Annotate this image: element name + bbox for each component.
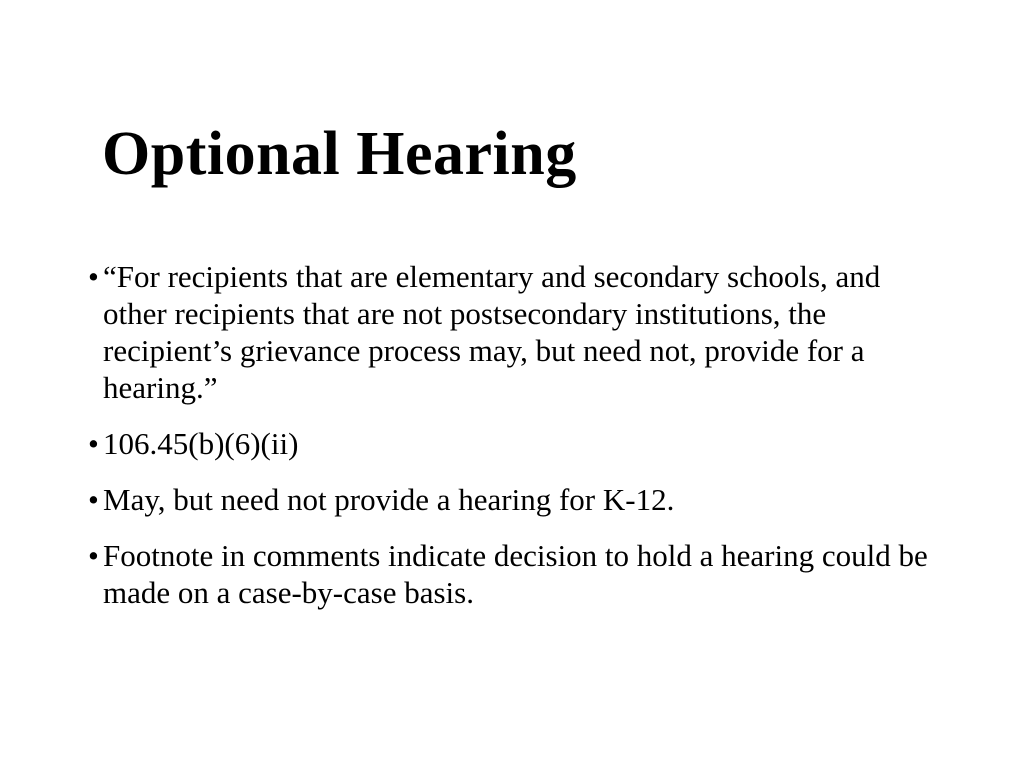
bullet-icon: • xyxy=(88,426,99,461)
bullet-item xyxy=(88,258,948,406)
bullet-list xyxy=(88,258,948,630)
bullet-item xyxy=(88,425,948,462)
bullet-text: 106.45(b)(6)(ii) xyxy=(103,426,299,461)
bullet-text: May, but need not provide a hearing for K-12. xyxy=(103,482,675,517)
bullet-text: “For recipients that are elementary and secondary schools, and other recipients that are not postsecondary institutions, the recipient’s grievance process may, but need not, provide for a hearing.” xyxy=(103,259,881,405)
bullet-icon: • xyxy=(88,538,99,573)
bullet-item xyxy=(88,537,948,611)
bullet-text: Footnote in comments indicate decision to hold a hearing could be made on a case-by-case basis. xyxy=(103,538,928,610)
slide-title: Optional Hearing xyxy=(102,120,577,188)
bullet-item xyxy=(88,481,948,518)
bullet-icon: • xyxy=(88,259,99,294)
bullet-icon: • xyxy=(88,482,99,517)
